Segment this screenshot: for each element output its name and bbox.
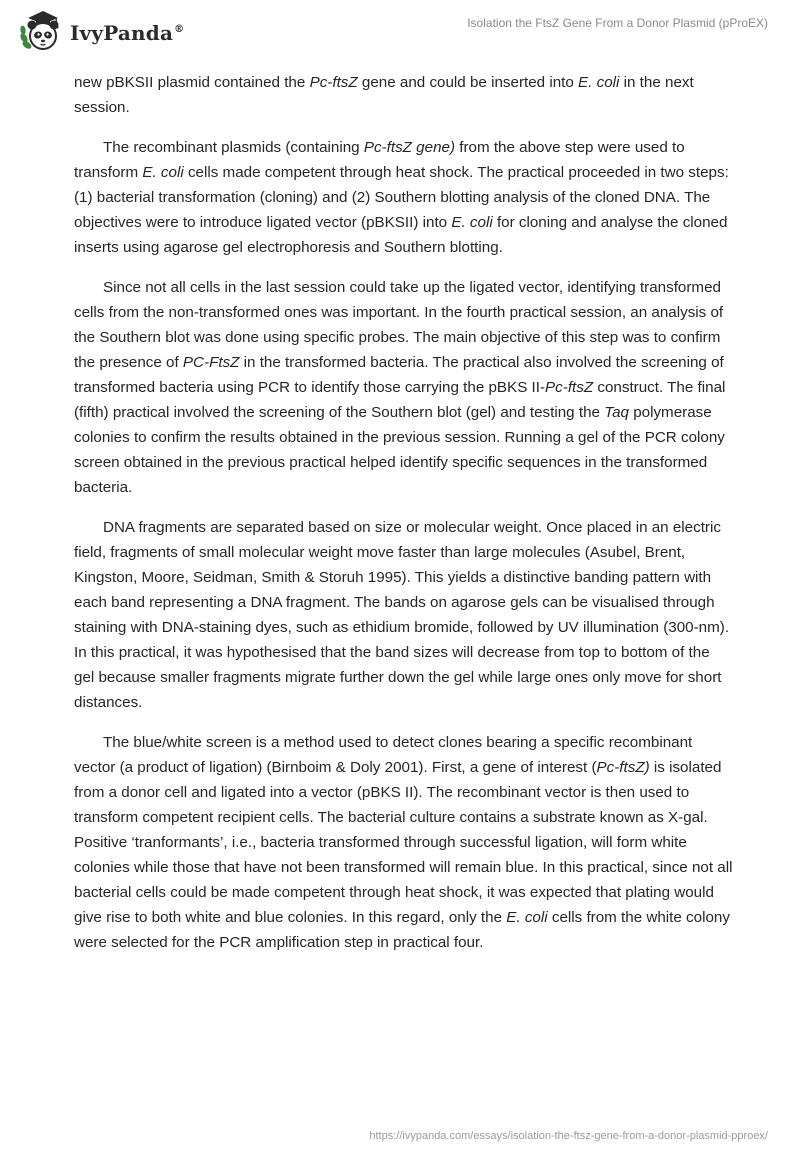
paragraph-text: The blue/white screen is a method used to detect clones bearing a specific recombinant vector (a product of ligation) (Birnboim & Doly 2001). First, a gene of interest (: [74, 734, 693, 776]
italic-term: Taq: [604, 404, 629, 421]
paragraph-text: in the transformed bacteria. The practical also involved the screening of transformed bacteria using PCR to identify those carrying the pBKS II-: [74, 354, 724, 396]
paragraph-text: in the next session.: [74, 74, 694, 116]
paragraph-text: Since not all cells in the last session could take up the ligated vector, identifying transformed cells from the non-transformed ones was important. In the fourth practical session, an analysis of the Southern blot was done using specific probes. The main objective of this step was to confirm the presence of: [74, 279, 724, 371]
paragraph-text: for cloning and analyse the cloned inserts using agarose gel electrophoresis and Southern blotting.: [74, 214, 728, 256]
italic-term: E. coli: [142, 164, 184, 181]
ivypanda-logo[interactable]: [18, 8, 184, 54]
brand-text: IvyPanda: [70, 21, 174, 45]
paragraph-text: new pBKSII plasmid contained the: [74, 74, 310, 91]
body-paragraph: [74, 275, 734, 500]
italic-term: Pc-ftsZ gene): [363, 139, 456, 156]
panda-graduate-icon: [18, 8, 64, 54]
document-title: Isolation the FtsZ Gene From a Donor Plasmid (pProEX): [467, 16, 768, 30]
italic-term: E. coli: [578, 74, 620, 91]
body-paragraph: [74, 70, 734, 120]
paragraph-text: construct. The final (fifth) practical involved the screening of the Southern blot (gel) and testing the: [74, 379, 726, 421]
paragraph-text: gene and could be inserted into: [357, 74, 579, 91]
body-paragraph: [74, 730, 734, 955]
paragraph-text: from the above step were used to transform: [74, 139, 685, 181]
italic-term: Pc-ftsZ: [309, 74, 358, 91]
italic-term: Pc-ftsZ): [596, 759, 650, 776]
paragraph-text: cells from the white colony were selected for the PCR amplification step in practical four.: [74, 909, 730, 951]
page-header: [0, 0, 800, 70]
source-url[interactable]: https://ivypanda.com/essays/isolation-the-ftsz-gene-from-a-donor-plasmid-pproex/: [369, 1130, 768, 1142]
brand-name: [70, 21, 184, 45]
body-paragraph: [74, 135, 734, 260]
italic-term: E. coli: [506, 909, 548, 926]
italic-term: E. coli: [451, 214, 493, 231]
italic-term: PC-FtsZ: [182, 354, 240, 371]
essay-body: [74, 70, 734, 970]
paragraph-text: The recombinant plasmids (containing: [103, 139, 364, 156]
italic-term: Pc-ftsZ: [545, 379, 594, 396]
paragraph-text: polymerase colonies to confirm the results obtained in the previous session. Running a gel of the PCR colony screen obtained in the previous practical helped identify specific sequences in the transformed bacteria.: [74, 404, 725, 496]
body-paragraph: [74, 515, 734, 715]
paragraph-text: DNA fragments are separated based on size or molecular weight. Once placed in an electric field, fragments of small molecular weight move faster than large molecules (Asubel, Brent, Kingston, Moore, Seidman, Smith & Storuh 1995). This yields a distinctive banding pattern with each band representing a DNA fragment. The bands on agarose gels can be visualised through staining with DNA-staining dyes, such as ethidium bromide, followed by UV illumination (300-nm). In this practical, it was hypothesised that the band sizes will decrease from top to bottom of the gel because smaller fragments migrate further down the gel while large ones only move for short distances.: [74, 519, 730, 711]
registered-mark: ®: [174, 24, 185, 36]
paragraph-text: is isolated from a donor cell and ligated into a vector (pBKS II). The recombinant vector is then used to transform competent recipient cells. The bacterial culture contains a substrate known as X-gal. Positive ‘tranformants’, i.e., bacteria transformed through successful ligation, will form white colonies while those that have not been transformed will remain blue. In this practical, since not all bacterial cells could be made competent through heat shock, it was expected that plating would give rise to both white and blue colonies. In this regard, only the: [74, 759, 733, 926]
paragraph-text: cells made competent through heat shock. The practical proceeded in two steps: (1) bacterial transformation (cloning) and (2) Southern blotting analysis of the cloned DNA. The objectives were to introduce ligated vector (pBKSII) into: [74, 164, 729, 231]
